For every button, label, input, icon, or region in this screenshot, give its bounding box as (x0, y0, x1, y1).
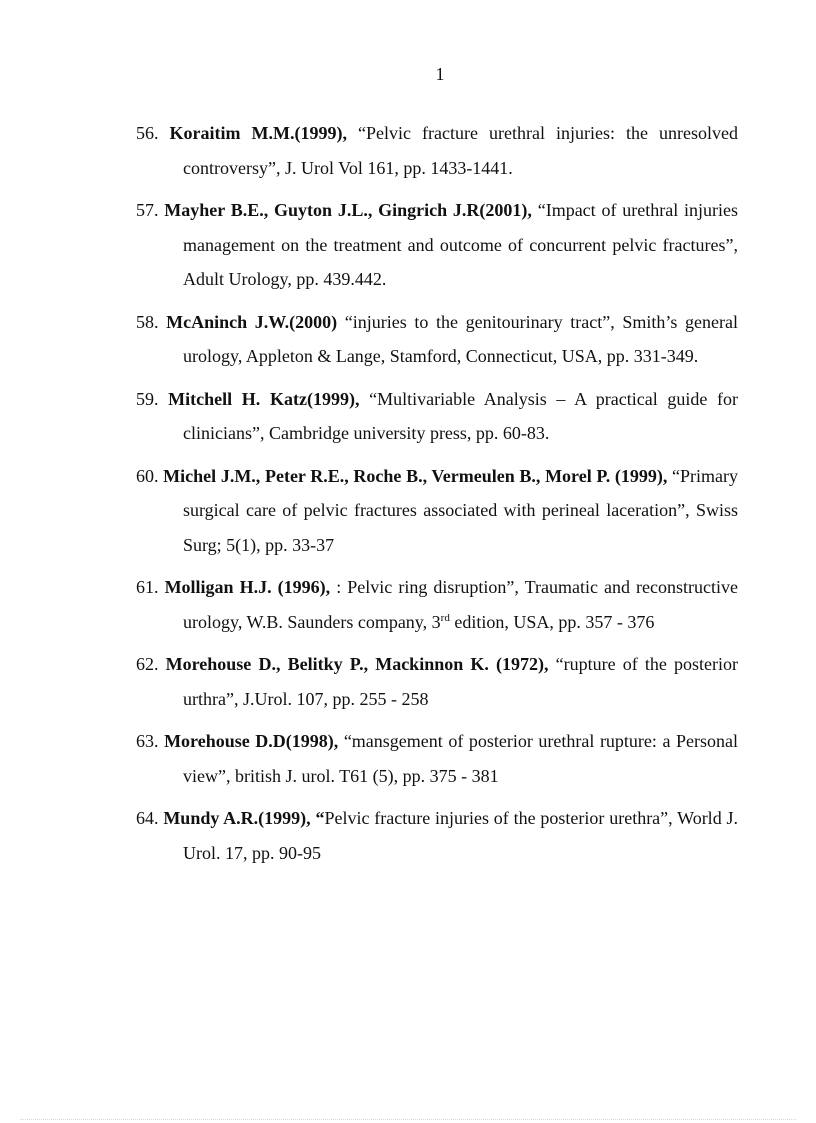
reference-60 (136, 459, 738, 563)
reference-number: 64. (136, 808, 159, 828)
reference-64 (136, 801, 738, 870)
reference-56 (136, 116, 738, 185)
reference-authors: Mitchell H. Katz(1999), (168, 388, 360, 409)
reference-number: 59. (136, 388, 159, 409)
reference-63 (136, 724, 738, 793)
reference-authors: Morehouse D., Belitky P., Mackinnon K. (1972), (165, 654, 549, 674)
reference-58 (136, 305, 738, 374)
page-bottom-divider (20, 1119, 796, 1120)
reference-number: 62. (136, 654, 159, 674)
reference-number: 60. (136, 465, 159, 486)
reference-list (136, 116, 738, 878)
reference-62 (136, 647, 738, 716)
reference-59 (136, 382, 738, 451)
reference-text: “Impact of urethral injuries management on the treatment and outcome of concurrent pelvic fractures”, Adult Urology, pp. 439.442. (183, 200, 738, 289)
reference-authors: McAninch J.W.(2000) (166, 311, 338, 332)
page-number: 1 (435, 64, 445, 84)
reference-text: “Primary surgical care of pelvic fractures associated with perineal laceration”, Swiss Surg; 5(1), pp. 33-37 (183, 465, 739, 555)
reference-number: 58. (136, 311, 159, 332)
ordinal-superscript: rd (440, 611, 450, 624)
reference-text-continued: edition, USA, pp. 357 - 376 (449, 611, 655, 632)
reference-authors: Morehouse D.D(1998), (164, 731, 339, 751)
reference-authors: Michel J.M., Peter R.E., Roche B., Vermeulen B., Morel P. (1999), (163, 465, 668, 486)
reference-text: Pelvic fracture injuries of the posterior urethra”, World J. Urol. 17, pp. 90-95 (183, 808, 739, 863)
reference-text: “injuries to the genitourinary tract”, Smith’s general urology, Appleton & Lange, Stamford, Connecticut, USA, pp. 331-349. (183, 311, 738, 366)
reference-61 (136, 570, 738, 639)
reference-text: : Pelvic ring disruption”, Traumatic and reconstructive urology, W.B. Saunders company, 3 (183, 577, 738, 632)
reference-authors: Mayher B.E., Guyton J.L., Gingrich J.R(2001), (164, 200, 532, 220)
reference-text: “Multivariable Analysis – A practical guide for clinicians”, Cambridge university press, pp. 60-83. (183, 388, 739, 443)
reference-number: 61. (136, 577, 159, 597)
reference-authors: Koraitim M.M.(1999), (169, 123, 347, 143)
reference-number: 56. (136, 123, 159, 143)
reference-text: “rupture of the posterior urthra”, J.Urol. 107, pp. 255 - 258 (183, 654, 738, 709)
reference-57 (136, 193, 738, 297)
reference-text: “mansgement of posterior urethral rupture: a Personal view”, british J. urol. T61 (5), pp. 375 - 381 (183, 731, 739, 786)
reference-number: 63. (136, 731, 159, 751)
reference-text: “Pelvic fracture urethral injuries: the unresolved controversy”, J. Urol Vol 161, pp. 1433-1441. (183, 123, 738, 178)
reference-number: 57. (136, 200, 159, 220)
reference-authors: Mundy A.R.(1999), “ (163, 808, 325, 828)
reference-authors: Molligan H.J. (1996), (164, 577, 331, 597)
